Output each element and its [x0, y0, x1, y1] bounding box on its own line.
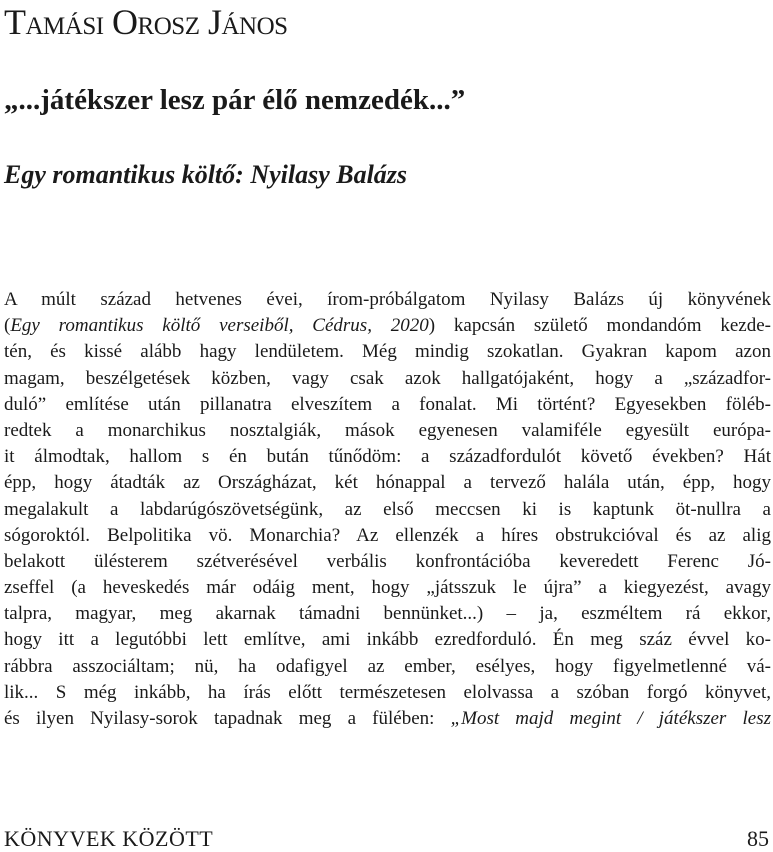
body-line: belakott ülésterem szétverésével verbális konfrontációba keveredett Ferenc Jó- [4, 550, 771, 572]
body-line: lik... S még inkább, ha írás előtt természetesen elolvassa a szóban forgó könyvet, [4, 681, 771, 703]
body-line: zseffel (a heveskedés már odáig ment, hogy „játsszuk le újra” a kiegyezést, avagy [4, 577, 771, 599]
body-line: rábbra asszociáltam; nü, ha odafigyel az ember, esélyes, hogy figyelmetlenné vá- [4, 655, 771, 677]
cited-title: Egy romantikus költő verseiből, Cédrus, 2020 [10, 315, 429, 337]
page-number: 85 [747, 826, 769, 851]
body-line: duló” említése után pillanatra elveszítem a fonalat. Mi történt? Egyesekben föléb- [4, 393, 771, 415]
body-line: magam, beszélgetések közben, vagy csak azok hallgatójaként, hogy a „századfor- [4, 367, 771, 389]
body-line: (Egy romantikus költő verseiből, Cédrus, 2020) kapcsán születő mondandóm kezde- [4, 315, 771, 337]
body-line: épp, hogy átadták az Országházat, két hónappal a tervező halála után, épp, hogy [4, 472, 771, 494]
body-line: redtek a monarchikus nosztalgiák, mások egyenesen valamiféle egyesült európa- [4, 419, 771, 441]
body-line: hogy itt a legutóbbi lett említve, ami inkább ezredforduló. Én meg száz évvel ko- [4, 629, 771, 651]
running-footer-section: KÖNYVEK KÖZÖTT [4, 826, 214, 851]
body-line: talpra, magyar, meg akarnak támadni bennünket...) – ja, eszméltem rá ekkor, [4, 603, 771, 625]
cited-title: „Most majd megint / játékszer lesz [450, 708, 771, 729]
body-line: megalakult a labdarúgószövetségünk, az első meccsen ki is kaptunk öt-nullra a [4, 498, 771, 520]
article-title: „...játékszer lesz pár élő nemzedék...” [4, 84, 466, 116]
body-line: A múlt század hetvenes évei, írom-próbálgatom Nyilasy Balázs új könyvének [4, 289, 771, 310]
body-line: sógoroktól. Belpolitika vö. Monarchia? Az ellenzék a híres obstrukcióval és az alig [4, 524, 771, 546]
article-body [4, 287, 771, 732]
body-line: és ilyen Nyilasy-sorok tapadnak meg a fülében: „Most majd megint / játékszer lesz [4, 708, 771, 729]
body-line: tén, és kissé alább hagy lendületem. Még mindig szokatlan. Gyakran kapom azon [4, 341, 771, 363]
author-name: Tamási Orosz János [4, 2, 288, 42]
body-line: it álmodtak, hallom s én bután tűnődöm: a századfordulót követő években? Hát [4, 446, 771, 468]
article-subtitle: Egy romantikus költő: Nyilasy Balázs [4, 160, 408, 189]
